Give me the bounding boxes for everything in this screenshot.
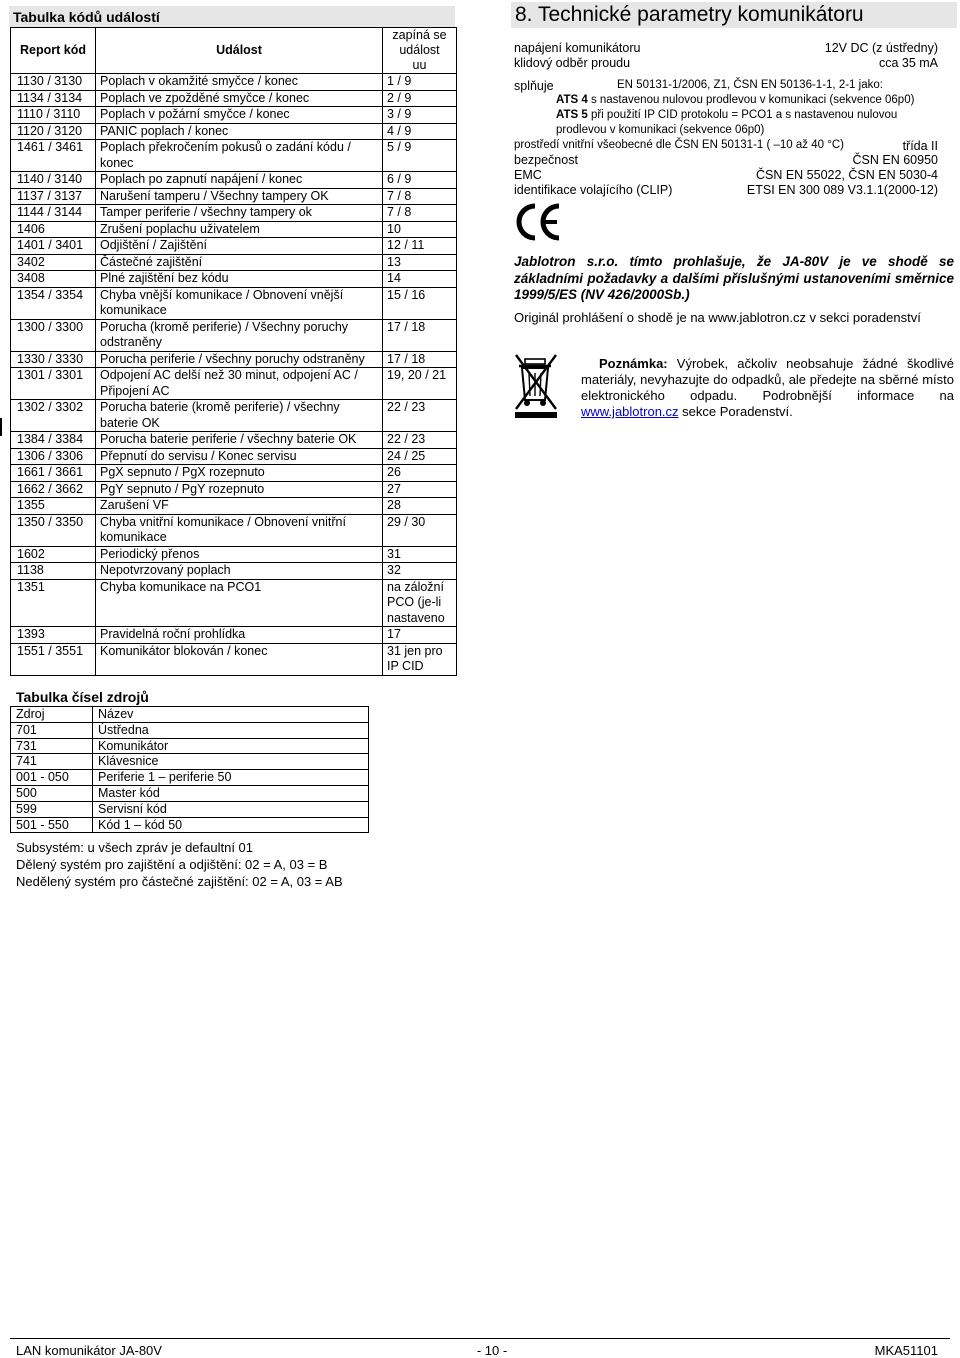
jablotron-link[interactable]: www.jablotron.cz (581, 404, 679, 419)
event-cell: Poplach v okamžité smyčce / konec (96, 74, 383, 91)
event-cell: Přepnutí do servisu / Konec servisu (96, 448, 383, 465)
trigger-cell: 31 jen pro IP CID (383, 643, 457, 675)
event-table-title: Tabulka kódů událostí (9, 6, 455, 27)
table-row (11, 801, 369, 817)
report-code-cell: 1354 / 3354 (11, 287, 96, 319)
table-row (11, 319, 457, 351)
source-code-cell: 501 - 550 (11, 817, 93, 833)
table-row (11, 271, 457, 288)
trigger-cell: 14 (383, 271, 457, 288)
source-number-table (10, 706, 369, 833)
event-cell: PgY sepnuto / PgY rozepnuto (96, 481, 383, 498)
report-code-cell: 1130 / 3130 (11, 74, 96, 91)
ats4-line: ATS 4 s nastavenou nulovou prodlevou v komunikaci (sekvence 06p0) (556, 94, 915, 106)
subsystem-undivided-note: Nedělený systém pro částečné zajištění: 02 = A, 03 = AB (16, 874, 343, 889)
trigger-cell: 1 / 9 (383, 74, 457, 91)
subsystem-default-note: Subsystém: u všech zpráv je defaultní 01 (16, 840, 254, 855)
margin-change-bar (0, 418, 2, 436)
report-code-cell: 1140 / 3140 (11, 172, 96, 189)
trigger-cell: 28 (383, 498, 457, 515)
table-row (11, 205, 457, 222)
emc-value: ČSN EN 55022, ČSN EN 5030-4 (755, 168, 938, 182)
footer-product: LAN komunikátor JA-80V (16, 1343, 162, 1358)
report-code-cell: 1551 / 3551 (11, 643, 96, 675)
report-code-cell: 1401 / 3401 (11, 238, 96, 255)
ce-mark-icon (513, 200, 565, 244)
table-row (11, 400, 457, 432)
trigger-cell: 15 / 16 (383, 287, 457, 319)
trigger-cell: 22 / 23 (383, 400, 457, 432)
report-code-cell: 1406 (11, 221, 96, 238)
ats5-line: ATS 5 při použití IP CID protokolu = PCO1 a s nastavenou nulovou (556, 109, 898, 121)
conformity-declaration: Jablotron s.r.o. tímto prohlašuje, že JA-80V je ve shodě se základními požadavky a dalšími příslušnými ustanoveními směrnice 1999/5/ES (NV 426/2000Sb.) (514, 254, 954, 302)
event-cell: Poplach ve zpožděné smyčce / konec (96, 90, 383, 107)
event-cell: Narušení tamperu / Všechny tampery OK (96, 188, 383, 205)
trigger-cell: 17 (383, 627, 457, 644)
trigger-cell: 26 (383, 465, 457, 482)
report-code-cell: 1306 / 3306 (11, 448, 96, 465)
source-code-cell: 701 (11, 722, 93, 738)
table-row (11, 754, 369, 770)
report-code-cell: 1300 / 3300 (11, 319, 96, 351)
idle-current-label: klidový odběr proudu (514, 56, 631, 70)
event-cell: Chyba vnitřní komunikace / Obnovení vnitřní komunikace (96, 514, 383, 546)
event-cell: Odjištění / Zajištění (96, 238, 383, 255)
header-trigger-event: zapíná se událost uu (383, 28, 457, 74)
report-code-cell: 3402 (11, 254, 96, 271)
event-cell: PgX sepnuto / PgX rozepnuto (96, 465, 383, 482)
power-label: napájení komunikátoru (514, 41, 641, 55)
table-row (11, 368, 457, 400)
table-row (11, 785, 369, 801)
event-cell: Poplach po zapnutí napájení / konec (96, 172, 383, 189)
table-row (11, 738, 369, 754)
event-cell: Plné zajištění bez kódu (96, 271, 383, 288)
report-code-cell: 1330 / 3330 (11, 351, 96, 368)
clip-value: ETSI EN 300 089 V3.1.1(2000-12) (746, 183, 938, 197)
safety-value: ČSN EN 60950 (852, 153, 938, 167)
event-cell: Komunikátor blokován / konec (96, 643, 383, 675)
idle-current-value: cca 35 mA (878, 56, 938, 70)
event-cell: Poplach překročením pokusů o zadání kódu / konec (96, 140, 383, 172)
event-cell: Porucha periferie / všechny poruchy odstraněny (96, 351, 383, 368)
footer-divider (10, 1338, 950, 1339)
event-cell: Částečné zajištění (96, 254, 383, 271)
table-row (11, 123, 457, 140)
disposal-note: Poznámka: Výrobek, ačkoliv neobsahuje žádné škodlivé materiály, nevyhazujte do odpadků, ale předejte na sběrné místo elektronického odpadu. Podrobnější informace na www.jablotron.cz sekce Poradenství. (581, 356, 954, 419)
table-row (11, 770, 369, 786)
environment-class: třída II (902, 139, 938, 153)
trigger-cell: 4 / 9 (383, 123, 457, 140)
report-code-cell: 1138 (11, 563, 96, 580)
original-declaration-note: Originál prohlášení o shodě je na www.jablotron.cz v sekci poradenství (514, 310, 921, 325)
table-row (11, 172, 457, 189)
source-name-cell: Komunikátor (93, 738, 369, 754)
event-cell: Odpojení AC delší než 30 minut, odpojení AC / Připojení AC (96, 368, 383, 400)
report-code-cell: 1351 (11, 579, 96, 627)
report-code-cell: 1301 / 3301 (11, 368, 96, 400)
header-source: Zdroj (11, 707, 93, 723)
table-row (11, 563, 457, 580)
table-row (11, 465, 457, 482)
report-code-cell: 1384 / 3384 (11, 432, 96, 449)
table-row (11, 579, 457, 627)
source-name-cell: Master kód (93, 785, 369, 801)
header-report-code: Report kód (11, 28, 96, 74)
clip-label: identifikace volajícího (CLIP) (514, 183, 673, 197)
trigger-cell: na záložní PCO (je-li nastaveno (383, 579, 457, 627)
complies-label: splňuje (514, 79, 554, 93)
report-code-cell: 1662 / 3662 (11, 481, 96, 498)
source-code-cell: 500 (11, 785, 93, 801)
source-table-header (11, 707, 369, 723)
table-row (11, 817, 369, 833)
table-row (11, 514, 457, 546)
report-code-cell: 1110 / 3110 (11, 107, 96, 124)
trigger-cell: 6 / 9 (383, 172, 457, 189)
header-event: Událost (96, 28, 383, 74)
trigger-cell: 27 (383, 481, 457, 498)
table-row (11, 448, 457, 465)
report-code-cell: 1350 / 3350 (11, 514, 96, 546)
crossed-bin-icon (513, 353, 559, 419)
event-cell: Pravidelná roční prohlídka (96, 627, 383, 644)
report-code-cell: 1144 / 3144 (11, 205, 96, 222)
source-name-cell: Klávesnice (93, 754, 369, 770)
note-label: Poznámka: (599, 356, 668, 371)
trigger-cell: 13 (383, 254, 457, 271)
report-code-cell: 1461 / 3461 (11, 140, 96, 172)
event-cell: Periodický přenos (96, 546, 383, 563)
event-cell: Poplach v požární smyčce / konec (96, 107, 383, 124)
footer-doc-code: MKA51101 (874, 1343, 938, 1358)
event-cell: Chyba komunikace na PCO1 (96, 579, 383, 627)
complies-standards: EN 50131-1/2006, Z1, ČSN EN 50136-1-1, 2-1 jako: (617, 79, 883, 91)
trigger-cell: 7 / 8 (383, 188, 457, 205)
table-row (11, 481, 457, 498)
source-name-cell: Servisní kód (93, 801, 369, 817)
source-table-title: Tabulka čísel zdrojů (16, 689, 149, 705)
source-name-cell: Ústředna (93, 722, 369, 738)
report-code-cell: 1602 (11, 546, 96, 563)
trigger-cell: 17 / 18 (383, 319, 457, 351)
section-heading: 8. Technické parametry komunikátoru (511, 2, 957, 28)
event-cell: PANIC poplach / konec (96, 123, 383, 140)
trigger-cell: 2 / 9 (383, 90, 457, 107)
source-name-cell: Kód 1 – kód 50 (93, 817, 369, 833)
trigger-cell: 17 / 18 (383, 351, 457, 368)
report-code-cell: 1137 / 3137 (11, 188, 96, 205)
report-code-cell: 1134 / 3134 (11, 90, 96, 107)
table-row (11, 221, 457, 238)
report-code-cell: 3408 (11, 271, 96, 288)
safety-label: bezpečnost (514, 153, 578, 167)
trigger-cell: 32 (383, 563, 457, 580)
trigger-cell: 24 / 25 (383, 448, 457, 465)
table-row (11, 287, 457, 319)
report-code-cell: 1661 / 3661 (11, 465, 96, 482)
power-value: 12V DC (z ústředny) (824, 41, 938, 55)
trigger-cell: 29 / 30 (383, 514, 457, 546)
table-row (11, 107, 457, 124)
header-name: Název (93, 707, 369, 723)
event-cell: Zrušení poplachu uživatelem (96, 221, 383, 238)
trigger-cell: 10 (383, 221, 457, 238)
report-code-cell: 1120 / 3120 (11, 123, 96, 140)
event-cell: Porucha baterie periferie / všechny baterie OK (96, 432, 383, 449)
report-code-cell: 1393 (11, 627, 96, 644)
page-number: - 10 - (476, 1343, 508, 1358)
trigger-cell: 31 (383, 546, 457, 563)
event-cell: Chyba vnější komunikace / Obnovení vnější komunikace (96, 287, 383, 319)
table-row (11, 722, 369, 738)
event-cell: Porucha baterie (kromě periferie) / všechny baterie OK (96, 400, 383, 432)
table-row (11, 238, 457, 255)
table-row (11, 254, 457, 271)
event-cell: Nepotvrzovaný poplach (96, 563, 383, 580)
event-cell: Tamper periferie / všechny tampery ok (96, 205, 383, 222)
source-code-cell: 741 (11, 754, 93, 770)
event-table-header (11, 28, 457, 74)
source-code-cell: 599 (11, 801, 93, 817)
trigger-cell: 12 / 11 (383, 238, 457, 255)
report-code-cell: 1302 / 3302 (11, 400, 96, 432)
source-name-cell: Periferie 1 – periferie 50 (93, 770, 369, 786)
table-row (11, 498, 457, 515)
emc-label: EMC (514, 168, 542, 182)
table-row (11, 546, 457, 563)
table-row (11, 188, 457, 205)
source-code-cell: 731 (11, 738, 93, 754)
table-row (11, 351, 457, 368)
table-row (11, 432, 457, 449)
event-cell: Porucha (kromě periferie) / Všechny poruchy odstraněny (96, 319, 383, 351)
ats5-line-cont: prodlevou v komunikaci (sekvence 06p0) (556, 124, 765, 136)
environment-label: prostředí vnitřní všeobecné dle ČSN EN 50131-1 ( –10 až 40 °C) (514, 139, 844, 151)
table-row (11, 74, 457, 91)
trigger-cell: 3 / 9 (383, 107, 457, 124)
table-row (11, 140, 457, 172)
subsystem-divided-note: Dělený systém pro zajištění a odjištění: 02 = A, 03 = B (16, 857, 328, 872)
table-row (11, 90, 457, 107)
table-row (11, 643, 457, 675)
source-code-cell: 001 - 050 (11, 770, 93, 786)
report-code-cell: 1355 (11, 498, 96, 515)
table-row (11, 627, 457, 644)
trigger-cell: 7 / 8 (383, 205, 457, 222)
trigger-cell: 22 / 23 (383, 432, 457, 449)
trigger-cell: 19, 20 / 21 (383, 368, 457, 400)
event-code-table (10, 27, 457, 676)
trigger-cell: 5 / 9 (383, 140, 457, 172)
event-cell: Zarušení VF (96, 498, 383, 515)
